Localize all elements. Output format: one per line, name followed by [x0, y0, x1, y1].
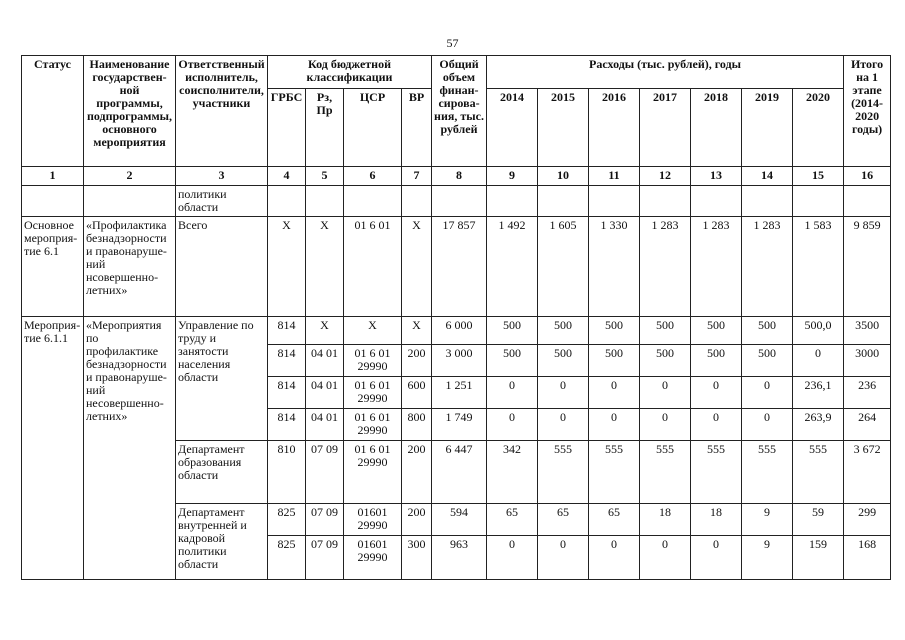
- cell-csr: [344, 186, 402, 217]
- cell-2015: 65: [538, 504, 589, 536]
- cell-responsible: Департамент внутренней и кадровой политики области: [176, 504, 268, 580]
- cell-responsible: Управление по труду и занятости населения области: [176, 317, 268, 441]
- cell-2016: 500: [589, 317, 640, 345]
- cell-grbs: 814: [268, 345, 306, 377]
- cell-status: [22, 186, 84, 217]
- header-stage-total: Итого на 1 этапе (2014-2020 годы): [844, 56, 891, 167]
- cell-2016: 555: [589, 441, 640, 504]
- cell-total: 3 000: [432, 345, 487, 377]
- header-name: Наименование государствен-ной программы, подпрограммы, основного мероприятия: [84, 56, 176, 167]
- cell-total: 17 857: [432, 217, 487, 317]
- cell-2014: 1 492: [487, 217, 538, 317]
- cell-2019: 555: [742, 441, 793, 504]
- cell-2017: 1 283: [640, 217, 691, 317]
- header-grbs: ГРБС: [268, 89, 306, 167]
- cell-name: «Мероприятия по профилактике безнадзорности и правонаруше-ний несовершенно-летних»: [84, 317, 176, 580]
- cell-2014: 0: [487, 409, 538, 441]
- column-number: 16: [844, 167, 891, 186]
- cell-2019: 500: [742, 345, 793, 377]
- cell-total: 594: [432, 504, 487, 536]
- table-row: [22, 317, 891, 345]
- cell-2014: 500: [487, 345, 538, 377]
- cell-vr: 800: [402, 409, 432, 441]
- column-number: 1: [22, 167, 84, 186]
- cell-2016: 500: [589, 345, 640, 377]
- cell-2019: 9: [742, 504, 793, 536]
- cell-csr: 01 6 01 29990: [344, 345, 402, 377]
- cell-2017: 18: [640, 504, 691, 536]
- cell-2016: 1 330: [589, 217, 640, 317]
- cell-csr: 01 6 01 29990: [344, 377, 402, 409]
- column-number-row: [22, 167, 891, 186]
- cell-2017: 500: [640, 345, 691, 377]
- cell-2019: 9: [742, 536, 793, 580]
- header-status: Статус: [22, 56, 84, 167]
- budget-table: [21, 55, 891, 580]
- cell-2017: 555: [640, 441, 691, 504]
- cell-2020: 0: [793, 345, 844, 377]
- header-year: 2016: [589, 89, 640, 167]
- cell-stage-total: 3500: [844, 317, 891, 345]
- cell-2014: 0: [487, 377, 538, 409]
- column-number: 2: [84, 167, 176, 186]
- cell-stage-total: [844, 186, 891, 217]
- cell-2014: [487, 186, 538, 217]
- cell-csr: 01601 29990: [344, 504, 402, 536]
- header-csr: ЦСР: [344, 89, 402, 167]
- cell-vr: 200: [402, 441, 432, 504]
- cell-grbs: 825: [268, 504, 306, 536]
- cell-status: Основное мероприя-тие 6.1: [22, 217, 84, 317]
- cell-grbs: 814: [268, 317, 306, 345]
- header-year: 2020: [793, 89, 844, 167]
- column-number: 13: [691, 167, 742, 186]
- column-number: 3: [176, 167, 268, 186]
- cell-2017: 0: [640, 409, 691, 441]
- column-number: 9: [487, 167, 538, 186]
- cell-responsible: политики области: [176, 186, 268, 217]
- cell-2016: 0: [589, 377, 640, 409]
- cell-2015: 555: [538, 441, 589, 504]
- header-year: 2017: [640, 89, 691, 167]
- cell-vr: X: [402, 317, 432, 345]
- cell-rz-pr: 07 09: [306, 536, 344, 580]
- cell-csr: X: [344, 317, 402, 345]
- header-total-volume: Общий объем финан-сирова-ния, тыс. рублей: [432, 56, 487, 167]
- cell-2015: 0: [538, 536, 589, 580]
- column-number: 12: [640, 167, 691, 186]
- cell-2015: 500: [538, 345, 589, 377]
- cell-total: [432, 186, 487, 217]
- cell-2017: 0: [640, 377, 691, 409]
- header-responsible: Ответственный исполнитель, соисполнители, участники: [176, 56, 268, 167]
- cell-2018: 0: [691, 377, 742, 409]
- page-number: 57: [446, 36, 459, 50]
- cell-stage-total: 3000: [844, 345, 891, 377]
- cell-stage-total: 236: [844, 377, 891, 409]
- header-year: 2019: [742, 89, 793, 167]
- column-number: 11: [589, 167, 640, 186]
- cell-name: [84, 186, 176, 217]
- cell-2018: 500: [691, 345, 742, 377]
- cell-2018: 0: [691, 536, 742, 580]
- cell-2014: 500: [487, 317, 538, 345]
- cell-rz-pr: 07 09: [306, 441, 344, 504]
- column-number: 7: [402, 167, 432, 186]
- cell-2020: 500,0: [793, 317, 844, 345]
- cell-rz-pr: X: [306, 217, 344, 317]
- cell-2014: 342: [487, 441, 538, 504]
- cell-2017: [640, 186, 691, 217]
- header-rz-pr: Рз, Пр: [306, 89, 344, 167]
- header-vr: ВР: [402, 89, 432, 167]
- header-expenses: Расходы (тыс. рублей), годы: [487, 56, 844, 89]
- header-budget-code: Код бюджетной классификации: [268, 56, 432, 89]
- cell-grbs: 814: [268, 377, 306, 409]
- cell-2015: 1 605: [538, 217, 589, 317]
- cell-csr: 01 6 01: [344, 217, 402, 317]
- cell-rz-pr: 04 01: [306, 345, 344, 377]
- cell-total: 963: [432, 536, 487, 580]
- column-number: 6: [344, 167, 402, 186]
- cell-2018: 1 283: [691, 217, 742, 317]
- header-row-1: [22, 56, 891, 89]
- cell-total: 1 749: [432, 409, 487, 441]
- cell-csr: 01 6 01 29990: [344, 409, 402, 441]
- cell-grbs: 810: [268, 441, 306, 504]
- cell-rz-pr: 04 01: [306, 377, 344, 409]
- cell-stage-total: 264: [844, 409, 891, 441]
- cell-2019: 1 283: [742, 217, 793, 317]
- table-row: [22, 217, 891, 317]
- cell-2020: 263,9: [793, 409, 844, 441]
- column-number: 10: [538, 167, 589, 186]
- header-year: 2018: [691, 89, 742, 167]
- cell-2018: 555: [691, 441, 742, 504]
- cell-2020: 236,1: [793, 377, 844, 409]
- cell-stage-total: 9 859: [844, 217, 891, 317]
- cell-2015: 0: [538, 377, 589, 409]
- cell-2020: 59: [793, 504, 844, 536]
- cell-rz-pr: X: [306, 317, 344, 345]
- cell-2020: 159: [793, 536, 844, 580]
- cell-stage-total: 299: [844, 504, 891, 536]
- cell-total: 6 447: [432, 441, 487, 504]
- cell-2020: 555: [793, 441, 844, 504]
- cell-stage-total: 3 672: [844, 441, 891, 504]
- cell-csr: 01601 29990: [344, 536, 402, 580]
- cell-responsible: Всего: [176, 217, 268, 317]
- cell-2016: 0: [589, 536, 640, 580]
- cell-2015: 0: [538, 409, 589, 441]
- cell-rz-pr: 04 01: [306, 409, 344, 441]
- cell-2014: 0: [487, 536, 538, 580]
- cell-2015: [538, 186, 589, 217]
- cell-2017: 0: [640, 536, 691, 580]
- column-number: 4: [268, 167, 306, 186]
- cell-rz-pr: [306, 186, 344, 217]
- cell-2018: [691, 186, 742, 217]
- cell-csr: 01 6 01 29990: [344, 441, 402, 504]
- column-number: 5: [306, 167, 344, 186]
- cell-2014: 65: [487, 504, 538, 536]
- cell-vr: [402, 186, 432, 217]
- header-year: 2014: [487, 89, 538, 167]
- cell-vr: 200: [402, 504, 432, 536]
- cell-2015: 500: [538, 317, 589, 345]
- cell-grbs: 825: [268, 536, 306, 580]
- cell-rz-pr: 07 09: [306, 504, 344, 536]
- cell-grbs: [268, 186, 306, 217]
- cell-responsible: Департамент образования области: [176, 441, 268, 504]
- cell-2020: 1 583: [793, 217, 844, 317]
- cell-grbs: X: [268, 217, 306, 317]
- cell-2019: 500: [742, 317, 793, 345]
- cell-status: Мероприя-тие 6.1.1: [22, 317, 84, 580]
- cell-total: 1 251: [432, 377, 487, 409]
- cell-2019: [742, 186, 793, 217]
- cell-2018: 0: [691, 409, 742, 441]
- cell-2016: [589, 186, 640, 217]
- column-number: 14: [742, 167, 793, 186]
- cell-2017: 500: [640, 317, 691, 345]
- cell-grbs: 814: [268, 409, 306, 441]
- cell-vr: 300: [402, 536, 432, 580]
- cell-total: 6 000: [432, 317, 487, 345]
- column-number: 8: [432, 167, 487, 186]
- cell-name: «Профилактика безнадзорности и правонаруше-ний нсовершенно-летних»: [84, 217, 176, 317]
- cell-vr: X: [402, 217, 432, 317]
- cell-2016: 65: [589, 504, 640, 536]
- cell-2020: [793, 186, 844, 217]
- column-number: 15: [793, 167, 844, 186]
- table-row: [22, 186, 891, 217]
- cell-2018: 18: [691, 504, 742, 536]
- cell-vr: 200: [402, 345, 432, 377]
- cell-vr: 600: [402, 377, 432, 409]
- cell-2019: 0: [742, 377, 793, 409]
- cell-2019: 0: [742, 409, 793, 441]
- cell-stage-total: 168: [844, 536, 891, 580]
- cell-2016: 0: [589, 409, 640, 441]
- header-year: 2015: [538, 89, 589, 167]
- cell-2018: 500: [691, 317, 742, 345]
